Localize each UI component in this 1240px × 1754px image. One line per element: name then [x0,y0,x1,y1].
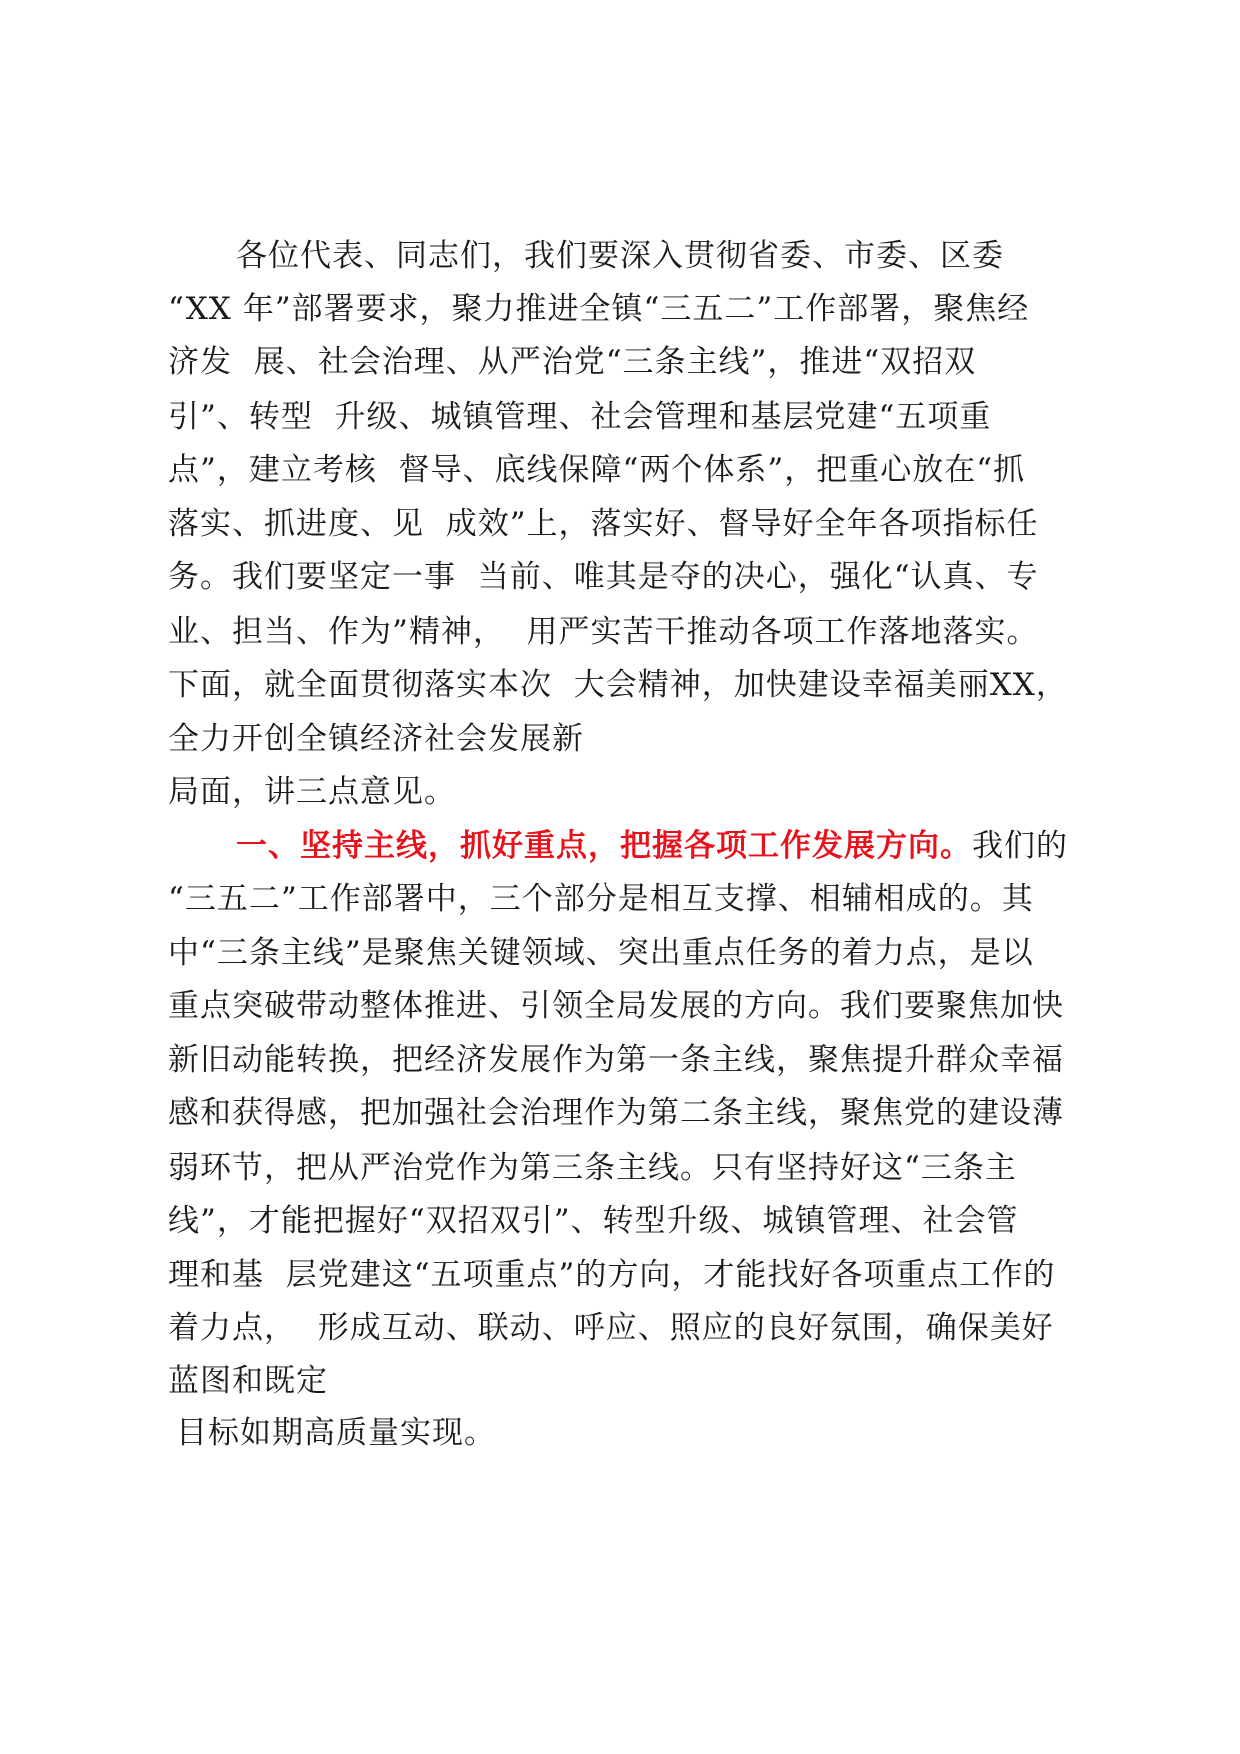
section-heading-tail: 我们的 [972,828,1068,864]
paragraph-2-line: 弱环节，把从严治党作为第三条主线。只有坚持好这“三条主 [168,1150,1017,1186]
paragraph-2-line: 中“三条主线”是聚焦关键领域、突出重点任务的着力点，是以 [168,935,1034,971]
paragraph-1-line: 济发 展、社会治理、从严治党“三条主线”，推进“双招双 [168,344,977,380]
paragraph-2-line: 理和基 层党建这“五项重点”的方向，才能找好各项重点工作的 [168,1257,1056,1293]
paragraph-1-line: 下面，就全面贯彻落实本次 大会精神，加快建设幸福美丽XX， [168,667,1068,703]
paragraph-1-line: 务。我们要坚定一事 当前、唯其是夺的决心，强化“认真、专 [168,559,1039,595]
paragraph-1-line: 业、担当、作为”精神， 用严实苦干推动各项工作落地落实。 [168,614,1039,650]
paragraph-1-line: 引”、转型 升级、城镇管理、社会管理和基层党建“五项重 [168,399,992,435]
paragraph-1-line: 全力开创全镇经济社会发展新 [168,721,584,757]
section-heading: 一、坚持主线，抓好重点，把握各项工作发展方向。 [236,828,972,864]
paragraph-2-line: 新旧动能转换，把经济发展作为第一条主线，聚焦提升群众幸福 [168,1042,1064,1078]
paragraph-1-line: 各位代表、同志们，我们要深入贯彻省委、市委、区委 [236,238,1004,274]
paragraph-1-line: “XX 年”部署要求，聚力推进全镇“三五二”工作部署，聚焦经 [168,291,1030,327]
paragraph-1-line: 落实、抓进度、见 成效”上，落实好、督导好全年各项指标任 [168,506,1039,542]
paragraph-2-line: 线”，才能把握好“双招双引”、转型升级、城镇管理、社会管 [168,1203,1019,1239]
paragraph-2-line: 目标如期高质量实现。 [176,1415,496,1451]
paragraph-1-line: 点”，建立考核 督导、底线保障“两个体系”，把重心放在“抓 [168,452,1026,488]
paragraph-2-line: 重点突破带动整体推进、引领全局发展的方向。我们要聚焦加快 [168,988,1064,1024]
paragraph-2-line: 着力点， 形成互动、联动、呼应、照应的良好氛围，确保美好 [168,1310,1054,1346]
paragraph-2-line: 蓝图和既定 [168,1363,328,1399]
paragraph-1-line: 局面，讲三点意见。 [168,774,456,810]
paragraph-2-first-line [236,826,1068,866]
paragraph-2-line: “三五二”工作部署中，三个部分是相互支撑、相辅相成的。其 [168,881,1034,917]
paragraph-2-line: 感和获得感，把加强社会治理作为第二条主线，聚焦党的建设薄 [168,1095,1064,1131]
